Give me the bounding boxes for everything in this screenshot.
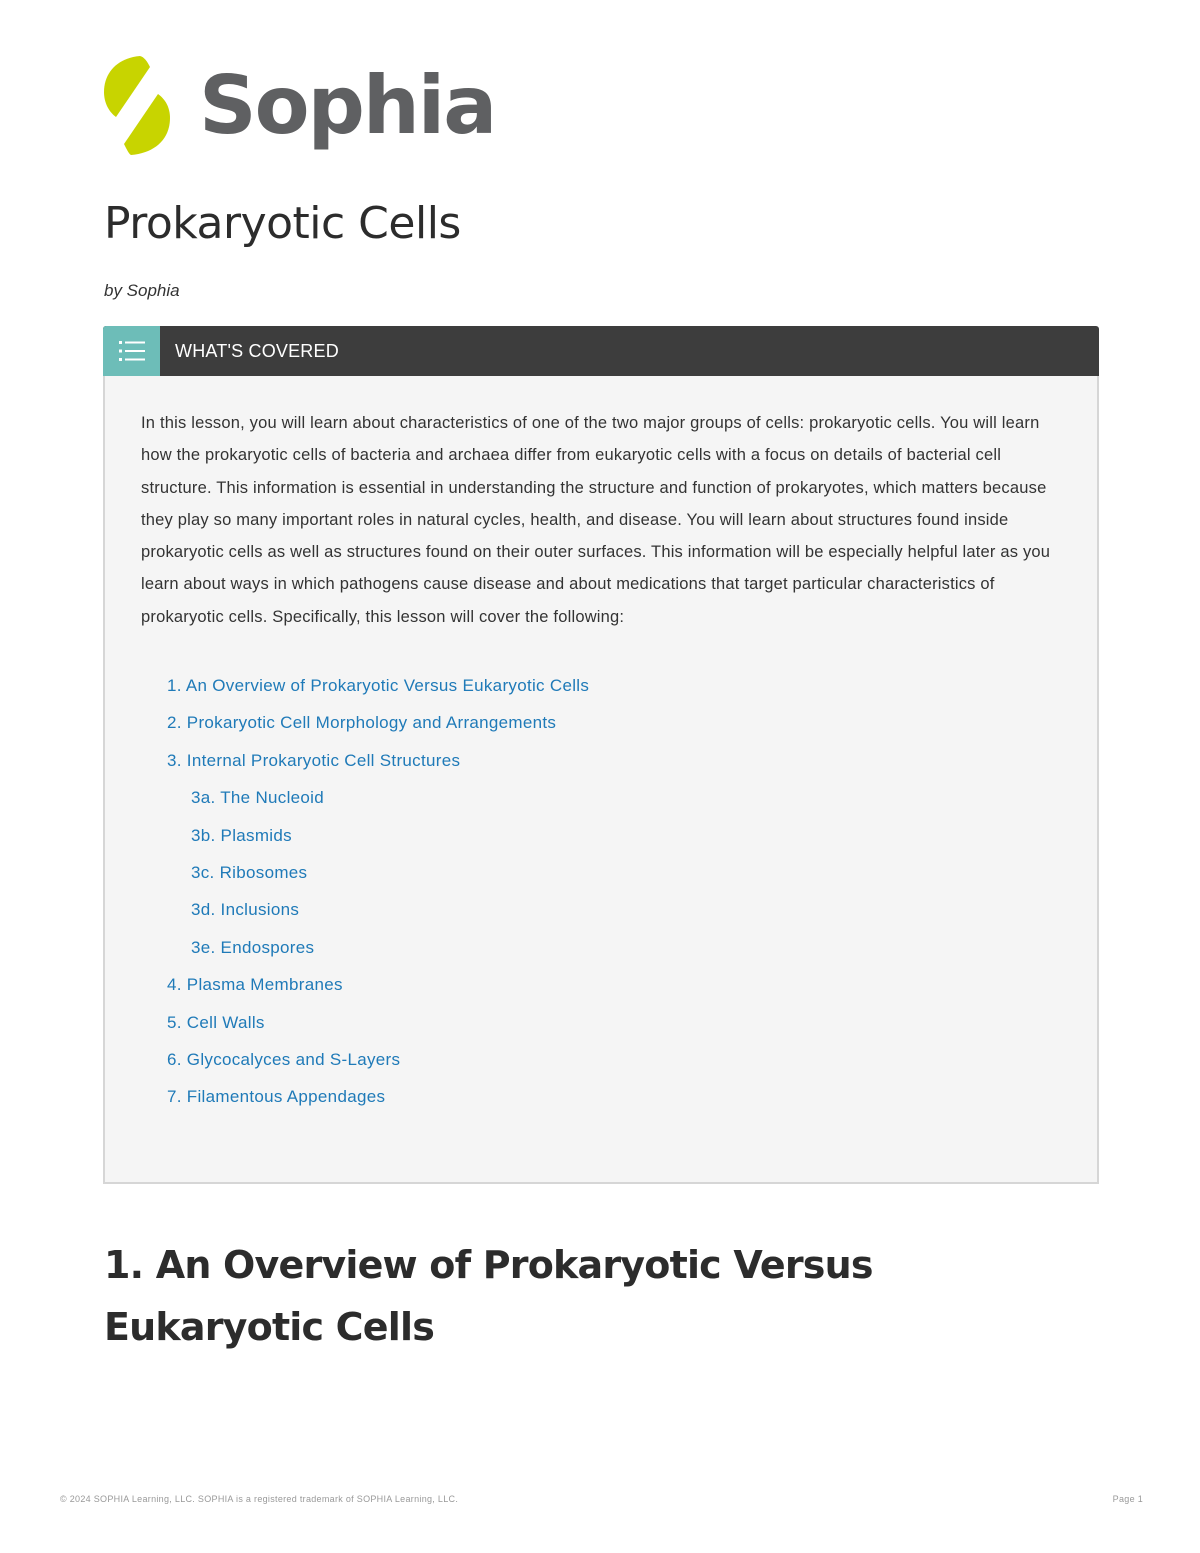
footer-copyright: © 2024 SOPHIA Learning, LLC. SOPHIA is a registered trademark of SOPHIA Learning, LLC. (60, 1494, 459, 1504)
toc-link[interactable]: 5. Cell Walls (167, 1012, 265, 1032)
toc-sublink[interactable]: 3b. Plasmids (191, 825, 292, 845)
toc-sublink[interactable]: 3e. Endospores (191, 937, 315, 957)
footer-page-number: Page 1 (1112, 1494, 1143, 1504)
toc-list (141, 676, 1061, 1125)
whats-covered-title: WHAT'S COVERED (175, 340, 339, 361)
whats-covered-body (103, 376, 1099, 1184)
toc-link[interactable]: 6. Glycocalyces and S-Layers (167, 1049, 401, 1069)
page-title: Prokaryotic Cells (104, 198, 461, 249)
list-icon (103, 326, 160, 376)
sophia-logo-mark-icon (103, 55, 171, 157)
toc-link[interactable]: 1. An Overview of Prokaryotic Versus Eukaryotic Cells (167, 676, 590, 696)
toc-link[interactable]: 7. Filamentous Appendages (167, 1087, 386, 1107)
toc-link[interactable]: 4. Plasma Membranes (167, 975, 343, 995)
toc-sublink[interactable]: 3c. Ribosomes (191, 863, 308, 883)
toc-link[interactable]: 3. Internal Prokaryotic Cell Structures (167, 750, 461, 770)
toc-link[interactable]: 2. Prokaryotic Cell Morphology and Arrangements (167, 713, 557, 733)
section-heading: 1. An Overview of Prokaryotic Versus Eukaryotic Cells (104, 1243, 873, 1349)
sophia-logo (103, 55, 495, 157)
toc-sublink[interactable]: 3d. Inclusions (191, 900, 300, 920)
whats-covered-header (103, 326, 1099, 376)
intro-paragraph: In this lesson, you will learn about characteristics of one of the two major groups of cells: prokaryotic cells. You will learn how the prokaryotic cells of bacteria and archaea differ from eukaryotic cells with a focus on details of bacterial cell structure. This information is essential in understanding the structure and function of prokaryotes, which matters because they play so many important roles in natural cycles, health, and disease. You will learn about structures found inside prokaryotic cells as well as structures found on their outer surfaces. This information will be especially helpful later as you learn about ways in which pathogens cause disease and about medications that target particular characteristics of prokaryotic cells. Specifically, this lesson will cover the following: (141, 414, 1051, 626)
sophia-wordmark: Sophia (199, 59, 496, 152)
toc-sublink[interactable]: 3a. The Nucleoid (191, 788, 325, 808)
byline: by Sophia (104, 281, 180, 300)
whats-covered-panel (103, 326, 1099, 1184)
